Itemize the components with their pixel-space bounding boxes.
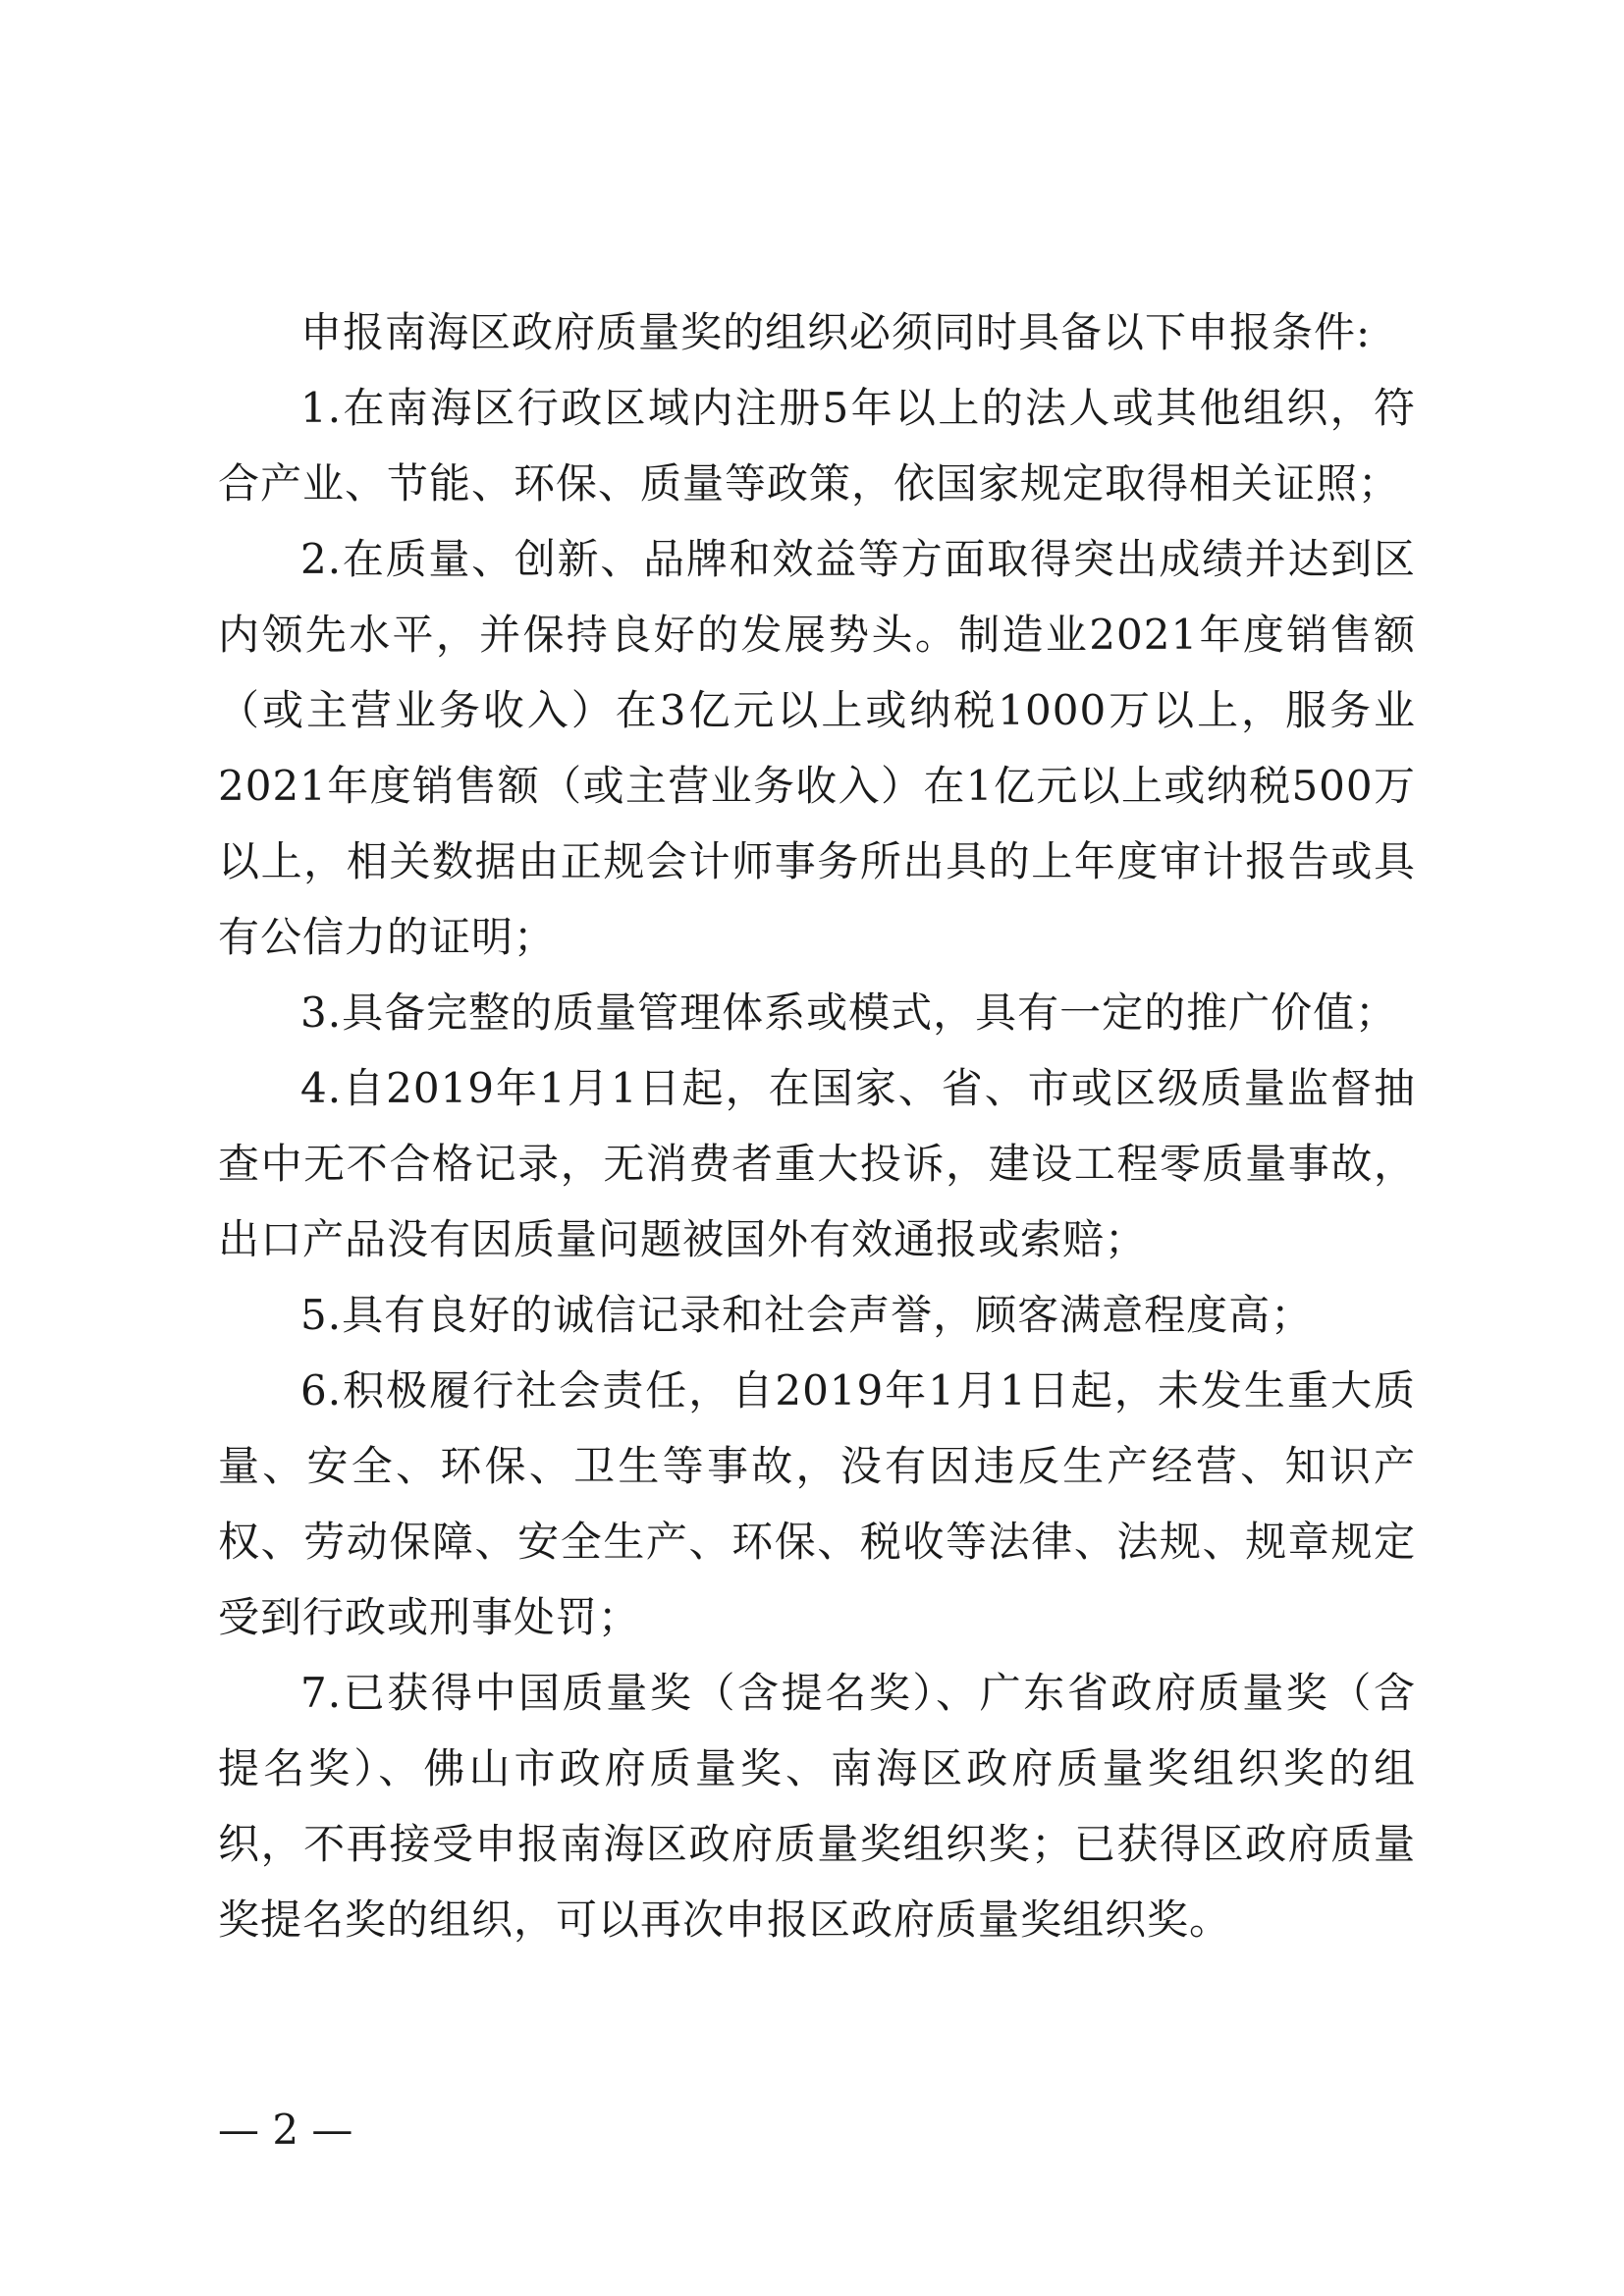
condition-item-6: 6.积极履行社会责任，自2019年1月1日起，未发生重大质量、安全、环保、卫生等事故，没有因违反生产经营、知识产权、劳动保障、安全生产、环保、税收等法律、法规、规章规定受到行政或刑事处罚；	[218, 1366, 1416, 1641]
condition-item-5: 5.具有良好的诚信记录和社会声誉，顾客满意程度高；	[300, 1291, 1314, 1339]
document-body	[218, 294, 1416, 1957]
condition-item-4: 4.自2019年1月1日起，在国家、省、市或区级质量监督抽查中无不合格记录，无消费者重大投诉，建设工程零质量事故，出口产品没有因质量问题被国外有效通报或索赔；	[218, 1064, 1416, 1263]
condition-item-1: 1.在南海区行政区域内注册5年以上的法人或其他组织，符合产业、节能、环保、质量等政策，依国家规定取得相关证照；	[218, 384, 1416, 507]
intro-paragraph: 申报南海区政府质量奖的组织必须同时具备以下申报条件:	[300, 308, 1372, 356]
condition-item-7: 7.已获得中国质量奖（含提名奖）、广东省政府质量奖（含提名奖）、佛山市政府质量奖、南海区政府质量奖组织奖的组织，不再接受申报南海区政府质量奖组织奖；已获得区政府质量奖提名奖的组织，可以再次申报区政府质量奖组织奖。	[218, 1669, 1416, 1944]
condition-item-3: 3.具备完整的质量管理体系或模式，具有一定的推广价值；	[300, 988, 1398, 1037]
condition-item-2: 2.在质量、创新、品牌和效益等方面取得突出成绩并达到区内领先水平，并保持良好的发展势头。制造业2021年度销售额（或主营业务收入）在3亿元以上或纳税1000万以上，服务业2021年度销售额（或主营业务收入）在1亿元以上或纳税500万以上，相关数据由正规会计师事务所出具的上年度审计报告或具有公信力的证明；	[218, 535, 1416, 961]
page-number: — 2 —	[218, 2106, 353, 2154]
